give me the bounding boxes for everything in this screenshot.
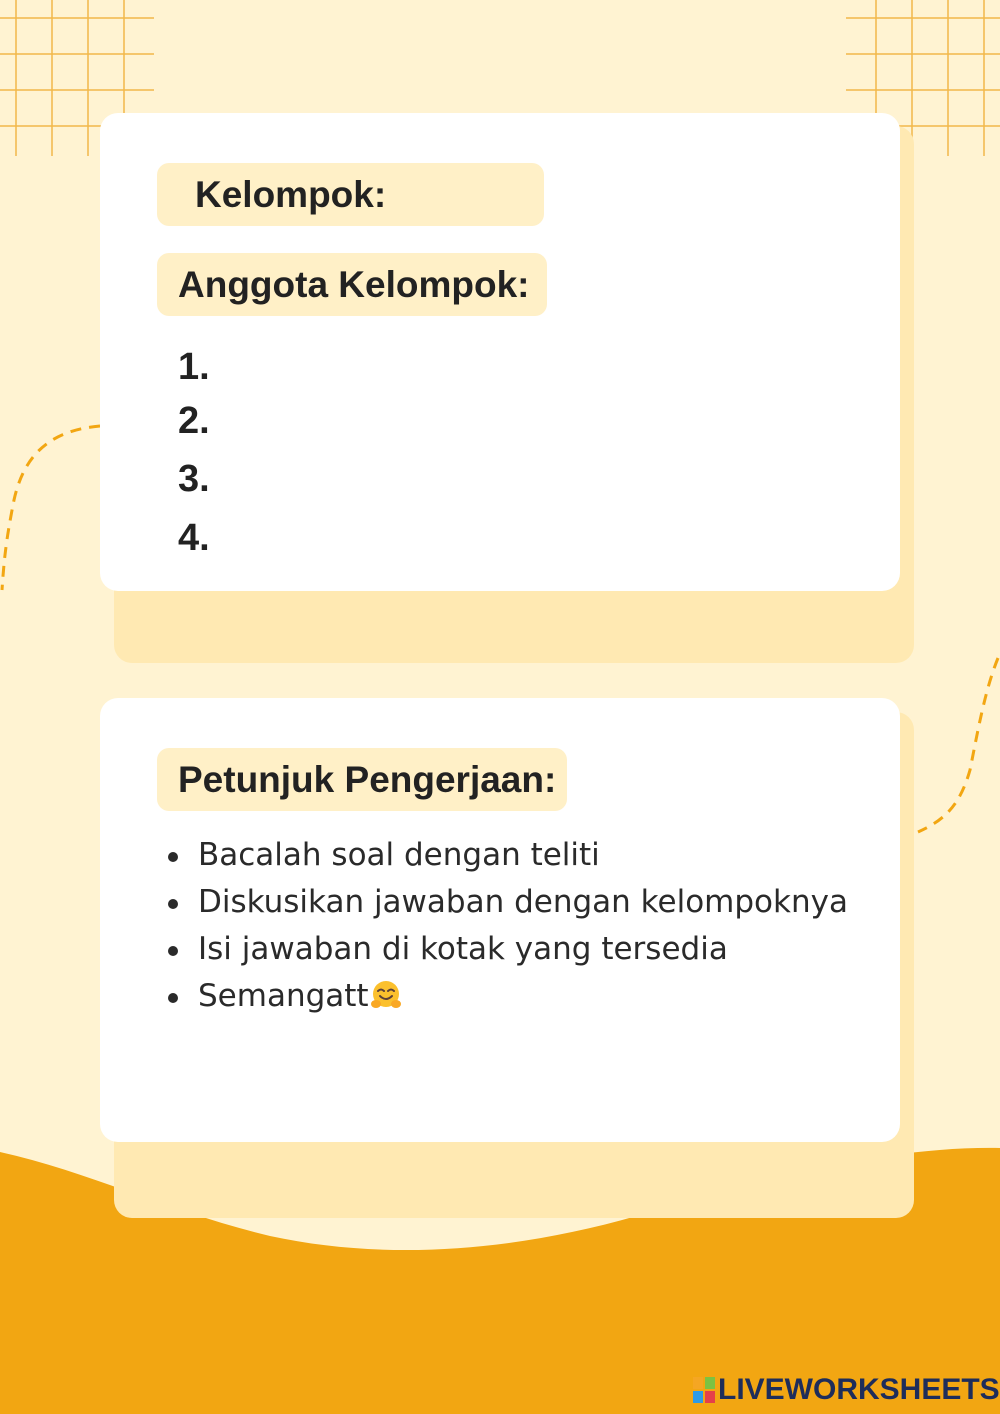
member-number-3: 3. xyxy=(178,458,210,500)
dashed-curve-left xyxy=(2,426,100,590)
instruction-item xyxy=(160,973,848,1020)
liveworksheets-branding xyxy=(693,1373,1000,1407)
instruction-item-text: Diskusikan jawaban dengan kelompoknya xyxy=(198,884,848,920)
members-label-text: Anggota Kelompok: xyxy=(178,263,530,305)
group-name-label-text: Kelompok: xyxy=(195,173,387,215)
instruction-item-text: Isi jawaban di kotak yang tersedia xyxy=(198,931,728,967)
member-number-2: 2. xyxy=(178,400,210,442)
member-number-4: 4. xyxy=(178,517,210,559)
group-name-label xyxy=(157,163,544,226)
members-label xyxy=(157,253,547,316)
instruction-item xyxy=(160,926,848,973)
instructions-title xyxy=(157,748,567,811)
instruction-item xyxy=(160,879,848,926)
liveworksheets-logo-icon xyxy=(693,1377,715,1403)
instruction-item-text: Bacalah soal dengan teliti xyxy=(198,837,600,873)
instruction-item-text: Semangatt xyxy=(198,978,369,1014)
hugging-face-icon xyxy=(370,979,402,1011)
instructions-list xyxy=(160,832,848,1020)
instructions-title-text: Petunjuk Pengerjaan: xyxy=(178,758,557,800)
instruction-item xyxy=(160,832,848,879)
dashed-curve-right xyxy=(918,658,998,832)
liveworksheets-brand-text: LIVEWORKSHEETS xyxy=(718,1373,1000,1406)
member-number-1: 1. xyxy=(178,346,210,388)
